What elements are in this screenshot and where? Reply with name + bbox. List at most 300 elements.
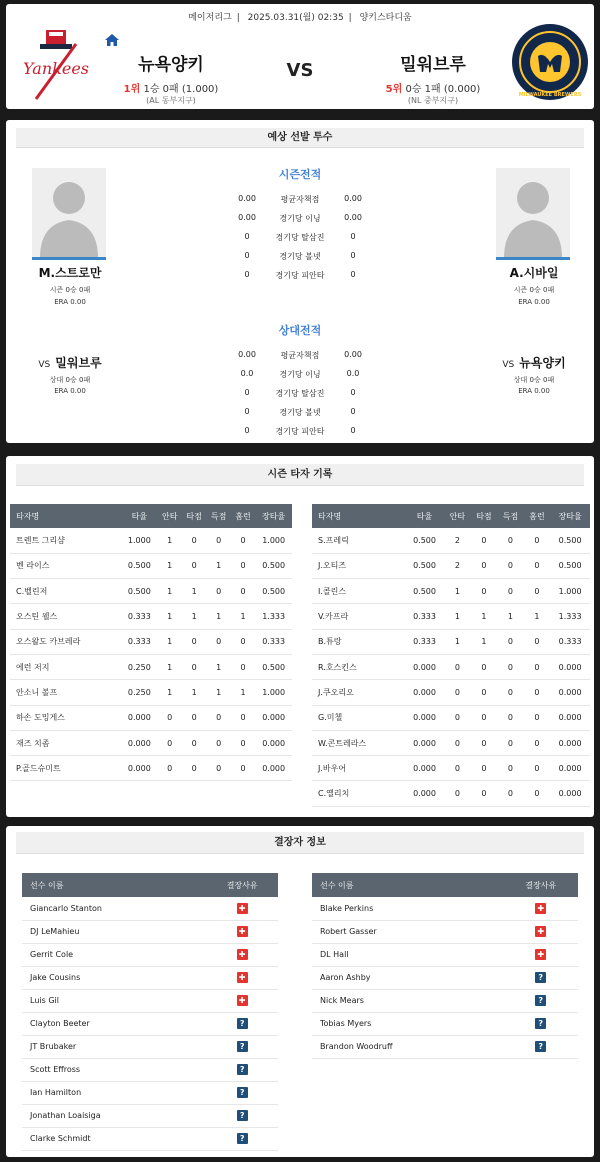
- batter-name: 오스틴 웰스: [10, 604, 121, 629]
- column-header: 타점: [471, 504, 498, 528]
- stat-row: [230, 190, 370, 210]
- batter-stat: 1: [206, 604, 230, 629]
- home-pitcher-vs-info: [20, 352, 120, 395]
- batter-stat: 0.500: [255, 654, 292, 679]
- stat-label: 경기당 피안타: [275, 427, 325, 436]
- batters-title: 시즌 타자 기록: [16, 464, 584, 486]
- home-batters-table: [10, 504, 292, 781]
- table-row: [312, 680, 590, 705]
- status-cell: [504, 897, 578, 920]
- stat-label: 경기당 볼넷: [279, 408, 321, 417]
- stat-row: [230, 422, 370, 442]
- player-name: Nick Mears: [312, 989, 504, 1012]
- batter-stat: 0: [444, 654, 471, 679]
- list-item: [22, 966, 278, 989]
- batter-stat: 0.000: [550, 730, 590, 755]
- column-header: 장타율: [255, 504, 292, 528]
- stat-home-value: 0.00: [238, 213, 256, 222]
- batter-name: 안소니 볼프: [10, 680, 121, 705]
- season-stats-title: 시즌전적: [278, 168, 322, 181]
- batter-stat: 0: [231, 654, 255, 679]
- batter-stat: 1: [157, 528, 181, 553]
- batter-stat: 1.333: [255, 604, 292, 629]
- stadium-label: 양키스타디움: [359, 13, 412, 23]
- home-vs-prefix: VS: [38, 360, 51, 370]
- column-header: 안타: [157, 504, 181, 528]
- batter-stat: 0: [471, 579, 498, 604]
- column-header: 타자명: [312, 504, 405, 528]
- batter-stat: 1: [157, 629, 181, 654]
- batter-records-panel: [6, 456, 594, 817]
- away-pitcher-vs-info: [484, 352, 584, 395]
- status-cell: [206, 1127, 278, 1150]
- stat-row: [230, 384, 370, 404]
- column-header: 타율: [121, 504, 157, 528]
- batter-stat: 0: [497, 654, 524, 679]
- batter-stat: 0: [157, 705, 181, 730]
- batter-stat: 0: [524, 756, 551, 781]
- list-item: [22, 1058, 278, 1081]
- home-team-rank: 1위: [123, 84, 141, 95]
- batter-stat: 0: [206, 705, 230, 730]
- player-name: Clarke Schmidt: [22, 1127, 206, 1150]
- match-datetime: 2025.03.31(월) 02:35: [247, 13, 344, 23]
- table-row: [10, 654, 292, 679]
- batter-stat: 1: [444, 629, 471, 654]
- batter-stat: 1: [471, 629, 498, 654]
- batter-stat: 0: [497, 528, 524, 553]
- batter-stat: 0.000: [550, 705, 590, 730]
- home-icon[interactable]: [104, 32, 120, 48]
- stat-label: 경기당 탈삼진: [275, 233, 325, 242]
- batter-stat: 0: [231, 730, 255, 755]
- list-item: [22, 1127, 278, 1150]
- column-header: 타자명: [10, 504, 121, 528]
- player-name: DL Hall: [312, 943, 504, 966]
- batter-stat: 0: [206, 756, 230, 781]
- column-header: 결장사유: [504, 873, 578, 897]
- batter-stat: 0: [231, 756, 255, 781]
- batter-stat: 1: [182, 604, 206, 629]
- batter-stat: 0: [471, 528, 498, 553]
- unknown-reason-icon: ?: [535, 1041, 546, 1052]
- stat-label: 경기당 볼넷: [279, 252, 321, 261]
- stat-away-value: 0: [350, 232, 356, 241]
- away-pitcher-era: ERA 0.00: [518, 298, 550, 306]
- batter-stat: 2: [444, 553, 471, 578]
- stat-home-value: 0: [244, 251, 250, 260]
- batter-stat: 0: [497, 680, 524, 705]
- brewers-logo-text: MILWAUKEE BREWERS: [518, 92, 582, 98]
- batter-stat: 0: [497, 781, 524, 806]
- batter-stat: 0: [231, 528, 255, 553]
- table-row: [10, 756, 292, 781]
- list-item: [312, 897, 578, 920]
- batter-stat: 0.000: [405, 680, 444, 705]
- brewers-logo: [510, 22, 590, 102]
- list-item: [22, 1012, 278, 1035]
- home-vs-team: 밀워브루: [55, 356, 102, 370]
- unknown-reason-icon: ?: [237, 1110, 248, 1121]
- stat-away-value: 0: [350, 407, 356, 416]
- stat-label: 평균자책점: [280, 351, 320, 360]
- batter-stat: 0.333: [121, 629, 157, 654]
- away-pitcher-photo: [496, 168, 570, 260]
- table-row: [312, 654, 590, 679]
- status-cell: [206, 1081, 278, 1104]
- player-name: Jake Cousins: [22, 966, 206, 989]
- list-item: [22, 920, 278, 943]
- player-name: JT Brubaker: [22, 1035, 206, 1058]
- batter-stat: 0: [524, 654, 551, 679]
- batter-stat: 0.500: [405, 553, 444, 578]
- batter-stat: 0.500: [121, 579, 157, 604]
- column-header: 장타율: [550, 504, 590, 528]
- batter-stat: 0: [497, 730, 524, 755]
- home-pitcher-name: M.스트로만: [38, 266, 102, 280]
- status-cell: [206, 1035, 278, 1058]
- batter-stat: 0: [524, 781, 551, 806]
- batter-stat: 0.000: [121, 730, 157, 755]
- batter-name: P.골드슈미트: [10, 756, 121, 781]
- stat-home-value: 0.00: [238, 194, 256, 203]
- table-row: [10, 579, 292, 604]
- injury-cross-icon: ✚: [237, 949, 248, 960]
- unknown-reason-icon: ?: [237, 1041, 248, 1052]
- away-team-info: [378, 50, 488, 106]
- batter-stat: 0: [444, 705, 471, 730]
- injury-cross-icon: ✚: [237, 926, 248, 937]
- batter-stat: 0: [524, 705, 551, 730]
- batter-stat: 0.000: [550, 654, 590, 679]
- unknown-reason-icon: ?: [535, 995, 546, 1006]
- vs-label: VS: [286, 60, 314, 81]
- home-team-division: (AL 동부지구): [146, 96, 196, 105]
- away-pitcher-record: 시즌 0승 0패: [513, 286, 555, 294]
- home-injury-table: [22, 873, 278, 1151]
- batter-stat: 0.000: [255, 756, 292, 781]
- batter-stat: 0.000: [121, 705, 157, 730]
- injury-cross-icon: ✚: [237, 972, 248, 983]
- batter-stat: 2: [444, 528, 471, 553]
- batter-name: 하손 도밍게스: [10, 705, 121, 730]
- batter-stat: 0: [471, 756, 498, 781]
- stat-home-value: 0.0: [240, 369, 254, 378]
- batter-stat: 0: [231, 705, 255, 730]
- batter-stat: 0: [497, 629, 524, 654]
- vs-stats-title: 상대전적: [278, 324, 322, 337]
- column-header: 안타: [444, 504, 471, 528]
- status-cell: [206, 1104, 278, 1127]
- stat-label: 경기당 이닝: [279, 370, 321, 379]
- batter-stat: 0.000: [550, 781, 590, 806]
- status-cell: [504, 966, 578, 989]
- away-team-division: (NL 중부지구): [407, 96, 459, 105]
- batter-name: I.콜린스: [312, 579, 405, 604]
- batter-stat: 1: [182, 680, 206, 705]
- batter-name: V.카프라: [312, 604, 405, 629]
- batter-stat: 0: [182, 756, 206, 781]
- away-team-record: 0승 1패 (0.000): [405, 84, 481, 95]
- home-pitcher-record: 시즌 0승 0패: [49, 286, 91, 294]
- away-vs-era: ERA 0.00: [518, 387, 550, 395]
- list-item: [312, 989, 578, 1012]
- stat-home-value: 0: [244, 232, 250, 241]
- batter-stat: 0.000: [405, 756, 444, 781]
- player-name: Blake Perkins: [312, 897, 504, 920]
- table-row: [312, 629, 590, 654]
- stat-row: [230, 209, 370, 229]
- batter-stat: 0: [497, 579, 524, 604]
- starting-pitchers-panel: [6, 120, 594, 443]
- batter-stat: 1: [157, 604, 181, 629]
- batter-stat: 0: [206, 629, 230, 654]
- away-pitcher-name: A.시바일: [509, 266, 559, 280]
- player-name: Clayton Beeter: [22, 1012, 206, 1035]
- batter-stat: 0: [524, 553, 551, 578]
- batter-stat: 0: [524, 528, 551, 553]
- batter-stat: 0: [471, 553, 498, 578]
- list-item: [22, 1035, 278, 1058]
- batter-stat: 1: [157, 680, 181, 705]
- table-row: [10, 604, 292, 629]
- stat-row: [230, 228, 370, 248]
- table-row: [10, 629, 292, 654]
- injury-cross-icon: ✚: [535, 903, 546, 914]
- unknown-reason-icon: ?: [535, 1018, 546, 1029]
- batter-stat: 0.333: [550, 629, 590, 654]
- batter-stat: 0.500: [550, 528, 590, 553]
- player-name: Aaron Ashby: [312, 966, 504, 989]
- batter-stat: 0.500: [255, 579, 292, 604]
- list-item: [22, 1081, 278, 1104]
- player-name: Luis Gil: [22, 989, 206, 1012]
- batter-name: J.쿠오리오: [312, 680, 405, 705]
- batter-stat: 0: [444, 730, 471, 755]
- column-header: 선수 이름: [22, 873, 206, 897]
- batter-stat: 1: [206, 654, 230, 679]
- batter-stat: 0: [231, 579, 255, 604]
- batter-stat: 0.000: [405, 654, 444, 679]
- away-vs-record: 상대 0승 0패: [513, 376, 555, 384]
- batter-stat: 0: [471, 654, 498, 679]
- stat-label: 경기당 이닝: [279, 214, 321, 223]
- list-item: [22, 943, 278, 966]
- table-row: [10, 553, 292, 578]
- column-header: 타점: [182, 504, 206, 528]
- stat-away-value: 0: [350, 426, 356, 435]
- batter-stat: 1: [157, 553, 181, 578]
- stat-away-value: 0.00: [344, 350, 362, 359]
- stat-away-value: 0.0: [346, 369, 360, 378]
- unknown-reason-icon: ?: [535, 972, 546, 983]
- unknown-reason-icon: ?: [237, 1018, 248, 1029]
- batter-stat: 1.000: [255, 528, 292, 553]
- batter-name: S.프레릭: [312, 528, 405, 553]
- stat-home-value: 0: [244, 388, 250, 397]
- stat-home-value: 0: [244, 270, 250, 279]
- batter-stat: 0.500: [255, 553, 292, 578]
- batter-stat: 1: [444, 579, 471, 604]
- stat-row: [230, 266, 370, 286]
- pitchers-title: 예상 선발 투수: [16, 128, 584, 148]
- status-cell: [206, 920, 278, 943]
- batter-stat: 0.000: [255, 730, 292, 755]
- batter-name: 재즈 치좀: [10, 730, 121, 755]
- batter-stat: 0: [524, 629, 551, 654]
- column-header: 선수 이름: [312, 873, 504, 897]
- batter-stat: 0.250: [121, 680, 157, 705]
- batter-stat: 0.333: [405, 604, 444, 629]
- batter-stat: 1: [182, 579, 206, 604]
- away-team-rank: 5위: [385, 84, 403, 95]
- player-name: Tobias Myers: [312, 1012, 504, 1035]
- status-cell: [206, 897, 278, 920]
- batter-stat: 1: [206, 553, 230, 578]
- away-batters-table: [312, 504, 590, 807]
- batter-stat: 0: [471, 730, 498, 755]
- batter-stat: 0.250: [121, 654, 157, 679]
- away-injury-table: [312, 873, 578, 1059]
- list-item: [312, 943, 578, 966]
- home-pitcher-photo: [32, 168, 106, 260]
- away-team-name: 밀워브루: [400, 55, 466, 75]
- stat-label: 경기당 피안타: [275, 271, 325, 280]
- away-vs-team: 뉴욕양키: [519, 356, 566, 370]
- home-vs-era: ERA 0.00: [54, 387, 86, 395]
- batter-stat: 0: [182, 730, 206, 755]
- unknown-reason-icon: ?: [237, 1133, 248, 1144]
- player-name: DJ LeMahieu: [22, 920, 206, 943]
- batter-stat: 1: [231, 604, 255, 629]
- batter-stat: 0: [524, 579, 551, 604]
- player-name: Jonathan Loaisiga: [22, 1104, 206, 1127]
- yankees-logo: [16, 24, 96, 104]
- away-vs-prefix: VS: [502, 360, 515, 370]
- stat-row: [230, 247, 370, 267]
- match-header: [6, 4, 594, 109]
- stat-label: 경기당 탈삼진: [275, 389, 325, 398]
- batter-stat: 0: [182, 654, 206, 679]
- player-name: Brandon Woodruff: [312, 1035, 504, 1058]
- batter-stat: 0: [231, 629, 255, 654]
- match-meta: 메이저리그 | 2025.03.31(월) 02:35 | 양키스타디움: [188, 13, 412, 23]
- list-item: [22, 897, 278, 920]
- batter-stat: 1.000: [121, 528, 157, 553]
- stat-home-value: 0.00: [238, 350, 256, 359]
- column-header: 득점: [206, 504, 230, 528]
- injury-cross-icon: ✚: [535, 926, 546, 937]
- home-vs-record: 상대 0승 0패: [49, 376, 91, 384]
- batter-stat: 0.500: [405, 579, 444, 604]
- column-header: 득점: [497, 504, 524, 528]
- batter-stat: 0: [182, 705, 206, 730]
- unknown-reason-icon: ?: [237, 1087, 248, 1098]
- table-row: [10, 680, 292, 705]
- list-item: [312, 1035, 578, 1058]
- list-item: [22, 989, 278, 1012]
- batter-stat: 0.333: [405, 629, 444, 654]
- yankees-logo-text: Yankees: [22, 59, 90, 78]
- batter-stat: 0: [471, 680, 498, 705]
- table-row: [312, 781, 590, 806]
- batter-stat: 1: [524, 604, 551, 629]
- player-name: Gerrit Cole: [22, 943, 206, 966]
- batter-stat: 1.000: [550, 579, 590, 604]
- batter-stat: 0: [497, 553, 524, 578]
- batter-stat: 1: [157, 579, 181, 604]
- injury-title: 결장자 정보: [16, 832, 584, 854]
- home-pitcher-era: ERA 0.00: [54, 298, 86, 306]
- unknown-reason-icon: ?: [237, 1064, 248, 1075]
- table-row: [10, 528, 292, 553]
- batter-stat: 1.333: [550, 604, 590, 629]
- batter-stat: 0: [157, 756, 181, 781]
- list-item: [312, 1012, 578, 1035]
- column-header: 홈런: [524, 504, 551, 528]
- batter-name: 오스왈도 카브레라: [10, 629, 121, 654]
- batter-stat: 0.000: [405, 705, 444, 730]
- batter-name: B.튜랑: [312, 629, 405, 654]
- batter-name: R.호스킨스: [312, 654, 405, 679]
- batter-stat: 0.000: [550, 680, 590, 705]
- batter-stat: 0.333: [121, 604, 157, 629]
- batter-name: W.콘트레라스: [312, 730, 405, 755]
- batter-stat: 0.333: [255, 629, 292, 654]
- batter-name: 벤 라이스: [10, 553, 121, 578]
- batter-stat: 0: [157, 730, 181, 755]
- batter-stat: 0.000: [121, 756, 157, 781]
- injury-panel: [6, 826, 594, 1157]
- batter-stat: 0: [206, 730, 230, 755]
- stat-away-value: 0: [350, 388, 356, 397]
- table-row: [312, 604, 590, 629]
- batter-name: J.바우어: [312, 756, 405, 781]
- batter-stat: 1: [231, 680, 255, 705]
- player-name: Scott Effross: [22, 1058, 206, 1081]
- batter-stat: 0.500: [121, 553, 157, 578]
- batter-stat: 1: [444, 604, 471, 629]
- table-row: [312, 730, 590, 755]
- batter-stat: 0: [471, 781, 498, 806]
- batter-stat: 1: [157, 654, 181, 679]
- batter-stat: 0: [444, 756, 471, 781]
- batter-stat: 1.000: [255, 680, 292, 705]
- batter-name: 에런 저지: [10, 654, 121, 679]
- batter-stat: 0.000: [255, 705, 292, 730]
- status-cell: [504, 920, 578, 943]
- league-label: 메이저리그: [188, 13, 232, 23]
- stat-row: [230, 365, 370, 385]
- table-row: [10, 730, 292, 755]
- batter-name: G.미첼: [312, 705, 405, 730]
- stat-home-value: 0: [244, 407, 250, 416]
- batter-stat: 0.000: [550, 756, 590, 781]
- home-team-name: 뉴욕양키: [138, 55, 204, 75]
- column-header: 타율: [405, 504, 444, 528]
- injury-cross-icon: ✚: [237, 903, 248, 914]
- batter-stat: 0: [524, 680, 551, 705]
- table-row: [312, 528, 590, 553]
- column-header: 결장사유: [206, 873, 278, 897]
- list-item: [312, 966, 578, 989]
- stat-away-value: 0.00: [344, 213, 362, 222]
- batter-name: C.벨린저: [10, 579, 121, 604]
- batter-stat: 0: [444, 680, 471, 705]
- batter-stat: 0: [524, 730, 551, 755]
- status-cell: [206, 1012, 278, 1035]
- batter-stat: 0: [182, 629, 206, 654]
